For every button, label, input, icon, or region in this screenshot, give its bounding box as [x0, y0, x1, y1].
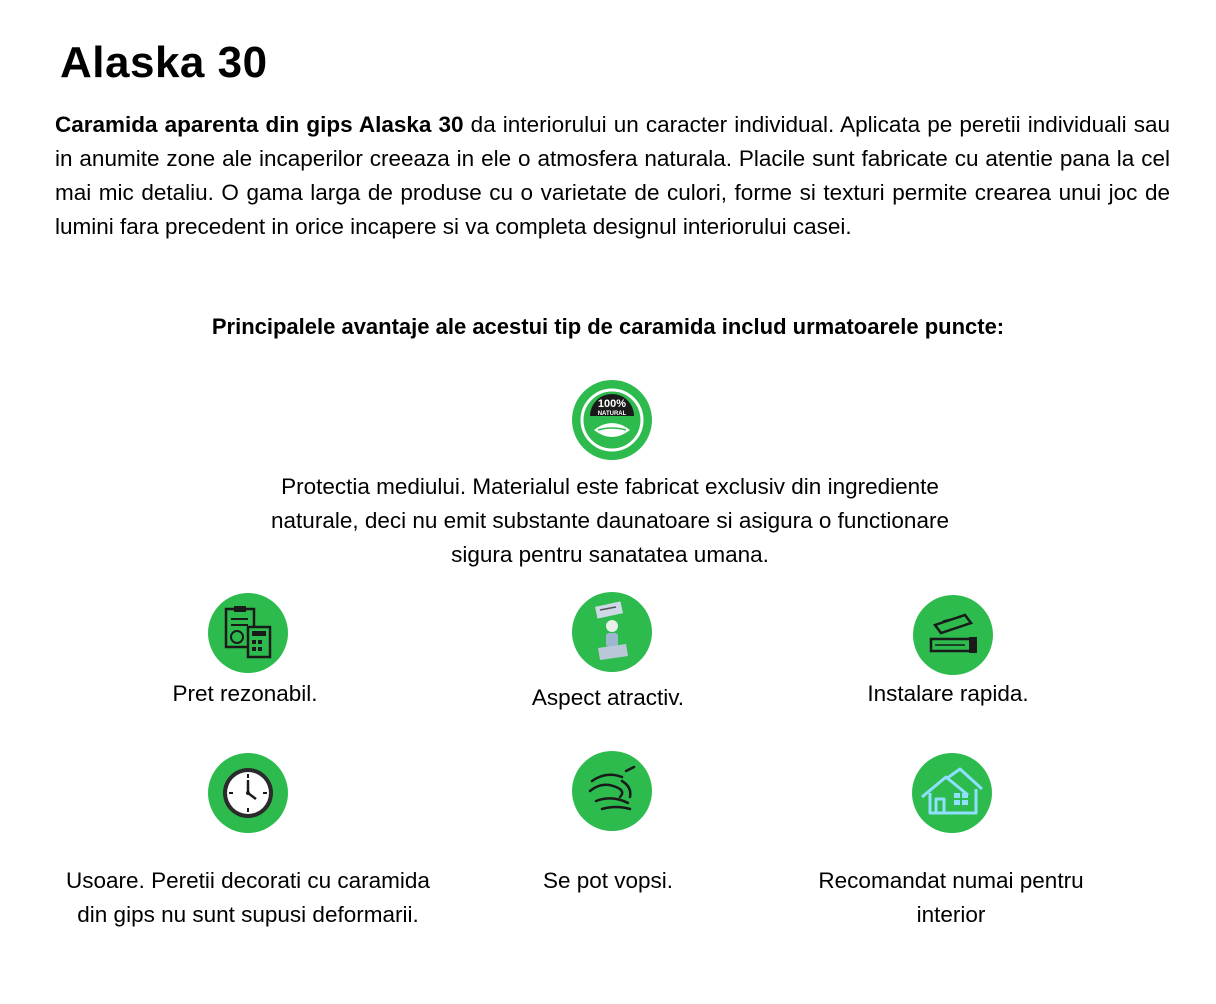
intro-bold: Caramida aparenta din gips Alaska 30 — [55, 112, 464, 137]
badge-line2: NATURAL — [597, 411, 627, 417]
price-label: Pret rezonabil. — [172, 681, 318, 706]
interior-label: Recomandat numai pentru interior — [818, 868, 1084, 927]
install-label: Instalare rapida. — [867, 681, 1029, 706]
aspect-label: Aspect atractiv. — [531, 685, 685, 710]
paint-swirl-icon — [572, 751, 652, 831]
advantages-heading: Principalele avantaje ale acestui tip de caramida includ urmatoarele puncte: — [211, 314, 1005, 339]
intro-paragraph — [55, 108, 1170, 244]
badge-line1: 100% — [597, 398, 627, 410]
page-title: Alaska 30 — [60, 38, 268, 87]
clock-icon — [208, 753, 288, 833]
intro-text: da interiorului un caracter individual. Aplicata pe peretii individuali sau in anumite zone ale incaperilor creeaza in ele o atmosfera naturala. Placile sunt fabricate cu atentie pana la cel mai mic detaliu. O gama larga de produse cu o varietate de culori, forme si texturi permite crearea unui joc de lumini fara precedent in orice incapere si va completa designul interiorului casei. — [55, 112, 1170, 239]
natural-label: Protectia mediului. Materialul este fabricat exclusiv din ingrediente naturale, deci nu emit substante daunatoare si asigura o functionare sigura pentru sanatatea umana. — [271, 474, 949, 567]
paint-label: Se pot vopsi. — [542, 868, 674, 893]
light-label: Usoare. Peretii decorati cu caramida din gips nu sunt supusi deformarii. — [66, 868, 430, 927]
calculator-clipboard-icon — [208, 593, 288, 673]
natural-badge-icon — [572, 380, 652, 460]
person-sign-icon — [572, 592, 652, 672]
trowel-tools-icon — [913, 595, 993, 675]
house-icon — [912, 753, 992, 833]
